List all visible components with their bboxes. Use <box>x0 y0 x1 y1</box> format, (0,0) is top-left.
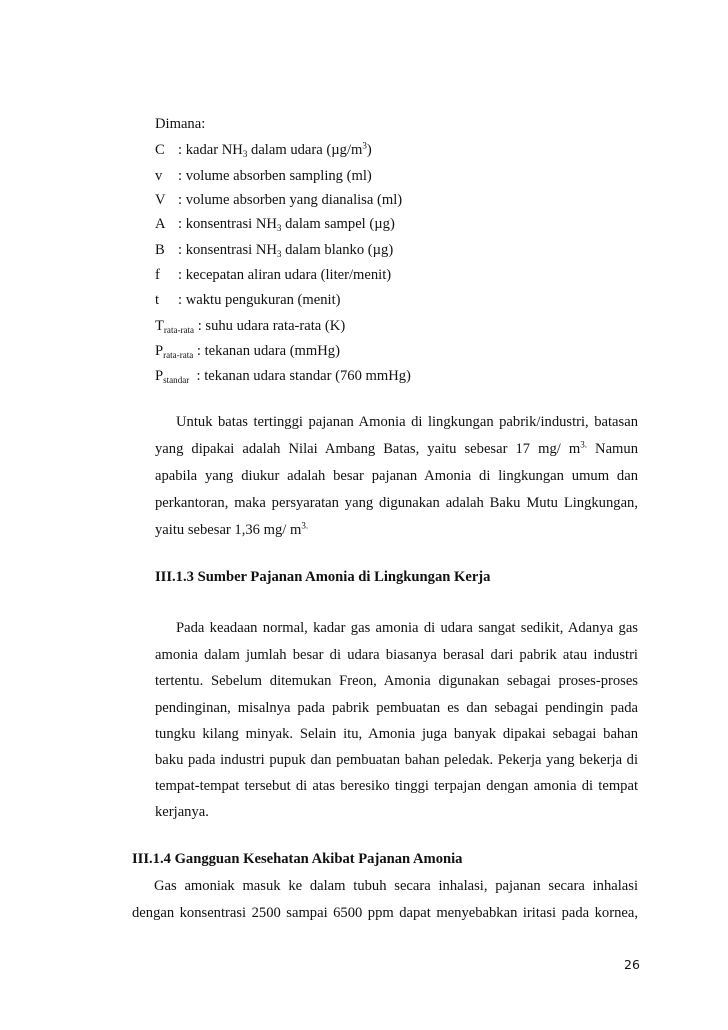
paragraph-line: dengan konsentrasi 2500 sampai 6500 ppm dapat menyebabkan iritasi pada kornea, <box>132 905 638 921</box>
paragraph-line: Pada keadaan normal, kadar gas amonia di udara sangat sedikit, Adanya gas <box>176 620 638 636</box>
definition-symbol: V <box>155 192 166 208</box>
paragraph-line: apabila yang diukur adalah besar pajanan Amonia di lingkungan umum dan <box>155 468 638 484</box>
paragraph-line: Gas amoniak masuk ke dalam tubuh secara inhalasi, pajanan secara inhalasi <box>154 878 638 894</box>
definition-row: $T_{rata-rata}$ : suhu udara rata-rata (K) <box>155 318 346 336</box>
definition-symbol: t <box>155 292 160 308</box>
paragraph-line: yaitu sebesar 1,36 mg/ $m^{3.}$ <box>155 520 309 538</box>
definition-text: : volume absorben sampling (ml) <box>178 168 372 184</box>
paragraph-line: Untuk batas tertinggi pajanan Amonia di lingkungan pabrik/industri, batasan <box>176 414 638 430</box>
definition-symbol: f <box>155 267 160 283</box>
definition-symbol: v <box>155 168 163 184</box>
paragraph-line: baku pada industri pupuk dan pembuatan bahan peledak. Pekerja yang bekerja di <box>155 752 638 768</box>
paragraph-line: tertentu. Sebelum ditemukan Freon, Amonia digunakan sebagai proses-proses <box>155 673 638 689</box>
paragraph-line: tungku kilang minyak. Selain itu, Amonia juga banyak dipakai sebagai bahan <box>155 726 638 742</box>
paragraph-line: amonia dalam jumlah besar di udara biasanya berasal dari pabrik atau industri <box>155 647 638 663</box>
page-number: 26 <box>624 957 640 972</box>
paragraph-line: yang dipakai adalah Nilai Ambang Batas, yaitu sebesar 17 mg/ $m^{3.}$ Namun <box>155 439 638 457</box>
paragraph-line: kerjanya. <box>155 804 209 820</box>
definition-row: $P_{rata-rata}$ : tekanan udara (mmHg) <box>155 343 340 361</box>
paragraph-line: perkantoran, maka persyaratan yang digunakan adalah Baku Mutu Lingkungan, <box>155 495 638 511</box>
definition-text: : waktu pengukuran (menit) <box>178 292 341 308</box>
definition-text: : volume absorben yang dianalisa (ml) <box>178 192 403 208</box>
definition-text: : konsentrasi $NH_3$ dalam sampel (µg) <box>178 216 395 234</box>
definition-row: $P_{standar}$ : tekanan udara standar (760 mmHg) <box>155 368 411 386</box>
paragraph-line: pendinginan, misalnya pada pabrik pembuatan es dan sebagai pendingin pada <box>155 700 638 716</box>
section-heading: III.1.3 Sumber Pajanan Amonia di Lingkungan Kerja <box>155 569 491 585</box>
section-heading: III.1.4 Gangguan Kesehatan Akibat Pajanan Amonia <box>132 851 463 867</box>
paragraph-line: tempat-tempat tersebut di atas beresiko tinggi terpajan dengan amonia di tempat <box>155 778 638 794</box>
definition-symbol: B <box>155 242 165 258</box>
definition-text: : kadar $NH_3$ dalam udara $(\mu g/m^3)$ <box>178 140 372 160</box>
intro-label: Dimana: <box>155 116 206 132</box>
definition-text: : kecepatan aliran udara (liter/menit) <box>178 267 392 283</box>
definition-symbol: A <box>155 216 166 232</box>
definition-symbol: C <box>155 142 165 158</box>
definition-text: : konsentrasi $NH_3$ dalam blanko (µg) <box>178 242 394 260</box>
